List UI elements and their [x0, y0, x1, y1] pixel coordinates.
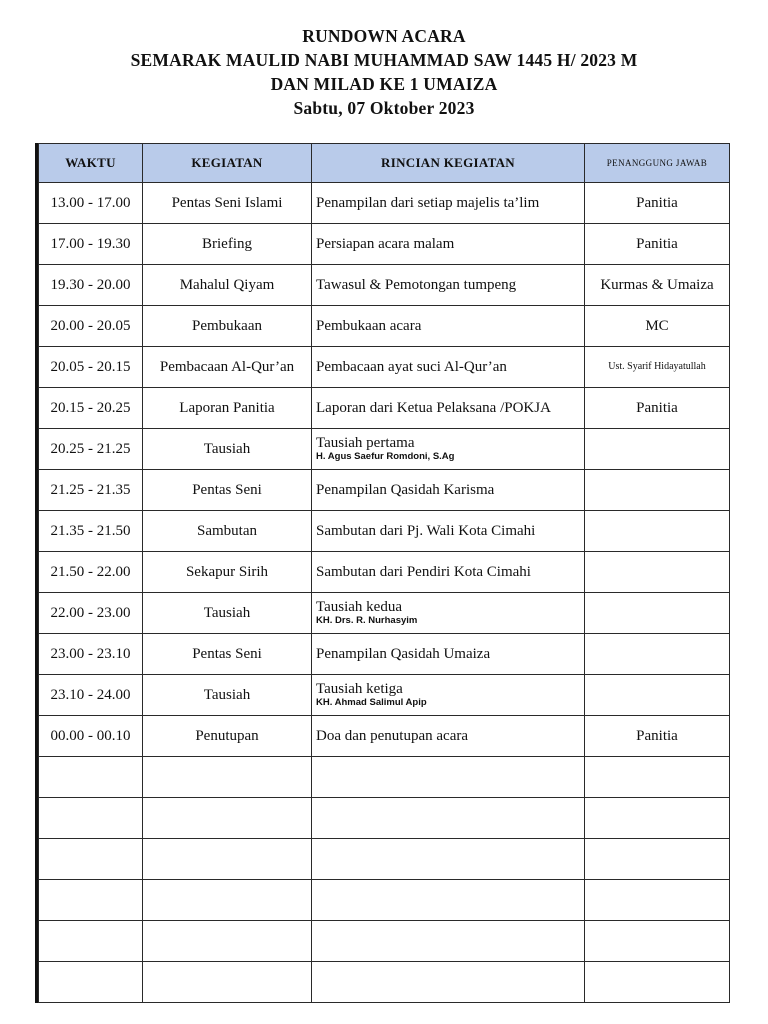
table-row	[39, 429, 730, 470]
cell-penanggung-jawab	[585, 593, 730, 634]
empty-cell	[312, 839, 585, 880]
empty-cell	[585, 921, 730, 962]
cell-waktu: 00.00 - 00.10	[39, 716, 143, 757]
empty-cell	[39, 962, 143, 1003]
empty-table-row	[39, 798, 730, 839]
cell-rincian	[312, 716, 585, 757]
table-row	[39, 470, 730, 511]
table-row	[39, 183, 730, 224]
rincian-text: Sambutan dari Pendiri Kota Cimahi	[316, 564, 531, 580]
cell-waktu: 21.25 - 21.35	[39, 470, 143, 511]
document-header	[0, 24, 768, 120]
cell-kegiatan: Pentas Seni	[143, 634, 312, 675]
empty-cell	[143, 921, 312, 962]
cell-penanggung-jawab: Panitia	[585, 716, 730, 757]
table-row	[39, 347, 730, 388]
rincian-text: Penampilan dari setiap majelis ta’lim	[316, 195, 540, 211]
cell-waktu: 20.00 - 20.05	[39, 306, 143, 347]
empty-cell	[585, 880, 730, 921]
empty-cell	[585, 839, 730, 880]
cell-rincian	[312, 675, 585, 716]
table-row	[39, 716, 730, 757]
empty-table-row	[39, 839, 730, 880]
table-row	[39, 675, 730, 716]
cell-kegiatan: Mahalul Qiyam	[143, 265, 312, 306]
table-row	[39, 388, 730, 429]
cell-rincian	[312, 265, 585, 306]
cell-rincian	[312, 306, 585, 347]
cell-rincian	[312, 429, 585, 470]
cell-kegiatan: Tausiah	[143, 675, 312, 716]
table-row	[39, 511, 730, 552]
cell-penanggung-jawab	[585, 511, 730, 552]
column-header-penanggung-jawab: PENANGGUNG JAWAB	[585, 144, 730, 183]
empty-cell	[143, 798, 312, 839]
table-row	[39, 306, 730, 347]
title-line-1: RUNDOWN ACARA	[302, 26, 466, 46]
cell-waktu: 20.05 - 20.15	[39, 347, 143, 388]
empty-cell	[585, 962, 730, 1003]
cell-waktu: 19.30 - 20.00	[39, 265, 143, 306]
table-row	[39, 552, 730, 593]
cell-rincian	[312, 388, 585, 429]
cell-kegiatan: Pembukaan	[143, 306, 312, 347]
empty-cell	[585, 798, 730, 839]
rincian-text: Tausiah kedua	[316, 599, 403, 615]
cell-waktu: 20.15 - 20.25	[39, 388, 143, 429]
table-header-row	[39, 144, 730, 183]
table-row	[39, 265, 730, 306]
cell-rincian	[312, 634, 585, 675]
empty-table-row	[39, 880, 730, 921]
empty-cell	[312, 921, 585, 962]
cell-rincian	[312, 224, 585, 265]
table-row	[39, 224, 730, 265]
title-line-2: SEMARAK MAULID NABI MUHAMMAD SAW 1445 H/ 2023 M	[130, 50, 638, 70]
cell-kegiatan: Laporan Panitia	[143, 388, 312, 429]
column-header-kegiatan: KEGIATAN	[143, 144, 312, 183]
cell-waktu: 22.00 - 23.00	[39, 593, 143, 634]
cell-waktu: 23.10 - 24.00	[39, 675, 143, 716]
rincian-text: Laporan dari Ketua Pelaksana /POKJA	[316, 400, 551, 416]
empty-table-row	[39, 962, 730, 1003]
empty-cell	[39, 757, 143, 798]
cell-waktu: 21.50 - 22.00	[39, 552, 143, 593]
column-header-waktu: WAKTU	[39, 144, 143, 183]
empty-cell	[39, 921, 143, 962]
table-row	[39, 634, 730, 675]
cell-rincian	[312, 183, 585, 224]
speaker-name: H. Agus Saefur Romdoni, S.Ag	[316, 451, 455, 462]
rundown-table	[38, 143, 730, 1003]
empty-cell	[312, 962, 585, 1003]
cell-penanggung-jawab: Kurmas & Umaiza	[585, 265, 730, 306]
event-date: Sabtu, 07 Oktober 2023	[293, 98, 475, 118]
table-row	[39, 593, 730, 634]
rincian-text: Tawasul & Pemotongan tumpeng	[316, 277, 517, 293]
cell-kegiatan: Pembacaan Al-Qur’an	[143, 347, 312, 388]
empty-cell	[39, 880, 143, 921]
rincian-text: Doa dan penutupan acara	[316, 728, 469, 744]
empty-cell	[312, 880, 585, 921]
cell-kegiatan: Tausiah	[143, 593, 312, 634]
empty-cell	[312, 798, 585, 839]
cell-rincian	[312, 511, 585, 552]
cell-kegiatan: Sekapur Sirih	[143, 552, 312, 593]
empty-table-row	[39, 921, 730, 962]
cell-waktu: 17.00 - 19.30	[39, 224, 143, 265]
rincian-text: Penampilan Qasidah Karisma	[316, 482, 495, 498]
rincian-text: Penampilan Qasidah Umaiza	[316, 646, 491, 662]
cell-penanggung-jawab	[585, 552, 730, 593]
cell-rincian	[312, 470, 585, 511]
empty-cell	[39, 839, 143, 880]
cell-penanggung-jawab: Panitia	[585, 388, 730, 429]
empty-cell	[39, 798, 143, 839]
rincian-text: Tausiah pertama	[316, 435, 415, 451]
cell-kegiatan: Sambutan	[143, 511, 312, 552]
table-body	[39, 183, 730, 1003]
empty-cell	[585, 757, 730, 798]
rincian-text: Pembacaan ayat suci Al-Qur’an	[316, 359, 507, 375]
empty-cell	[143, 757, 312, 798]
cell-penanggung-jawab	[585, 634, 730, 675]
cell-rincian	[312, 347, 585, 388]
cell-kegiatan: Pentas Seni	[143, 470, 312, 511]
empty-cell	[143, 962, 312, 1003]
rincian-text: Persiapan acara malam	[316, 236, 455, 252]
cell-penanggung-jawab: Panitia	[585, 224, 730, 265]
cell-kegiatan: Pentas Seni Islami	[143, 183, 312, 224]
speaker-name: KH. Ahmad Salimul Apip	[316, 697, 427, 708]
empty-table-row	[39, 757, 730, 798]
cell-kegiatan: Penutupan	[143, 716, 312, 757]
title-line-3: DAN MILAD KE 1 UMAIZA	[270, 74, 498, 94]
cell-kegiatan: Tausiah	[143, 429, 312, 470]
cell-penanggung-jawab: Ust. Syarif Hidayatullah	[585, 347, 730, 388]
cell-penanggung-jawab	[585, 429, 730, 470]
cell-penanggung-jawab: Panitia	[585, 183, 730, 224]
rincian-text: Tausiah ketiga	[316, 681, 403, 697]
cell-waktu: 20.25 - 21.25	[39, 429, 143, 470]
cell-kegiatan: Briefing	[143, 224, 312, 265]
rincian-text: Pembukaan acara	[316, 318, 422, 334]
empty-cell	[143, 839, 312, 880]
rincian-text: Sambutan dari Pj. Wali Kota Cimahi	[316, 523, 536, 539]
cell-penanggung-jawab	[585, 470, 730, 511]
speaker-name: KH. Drs. R. Nurhasyim	[316, 615, 418, 626]
cell-waktu: 13.00 - 17.00	[39, 183, 143, 224]
cell-waktu: 23.00 - 23.10	[39, 634, 143, 675]
cell-rincian	[312, 552, 585, 593]
empty-cell	[312, 757, 585, 798]
cell-penanggung-jawab: MC	[585, 306, 730, 347]
cell-waktu: 21.35 - 21.50	[39, 511, 143, 552]
empty-cell	[143, 880, 312, 921]
cell-penanggung-jawab	[585, 675, 730, 716]
column-header-rincian: RINCIAN KEGIATAN	[312, 144, 585, 183]
cell-rincian	[312, 593, 585, 634]
